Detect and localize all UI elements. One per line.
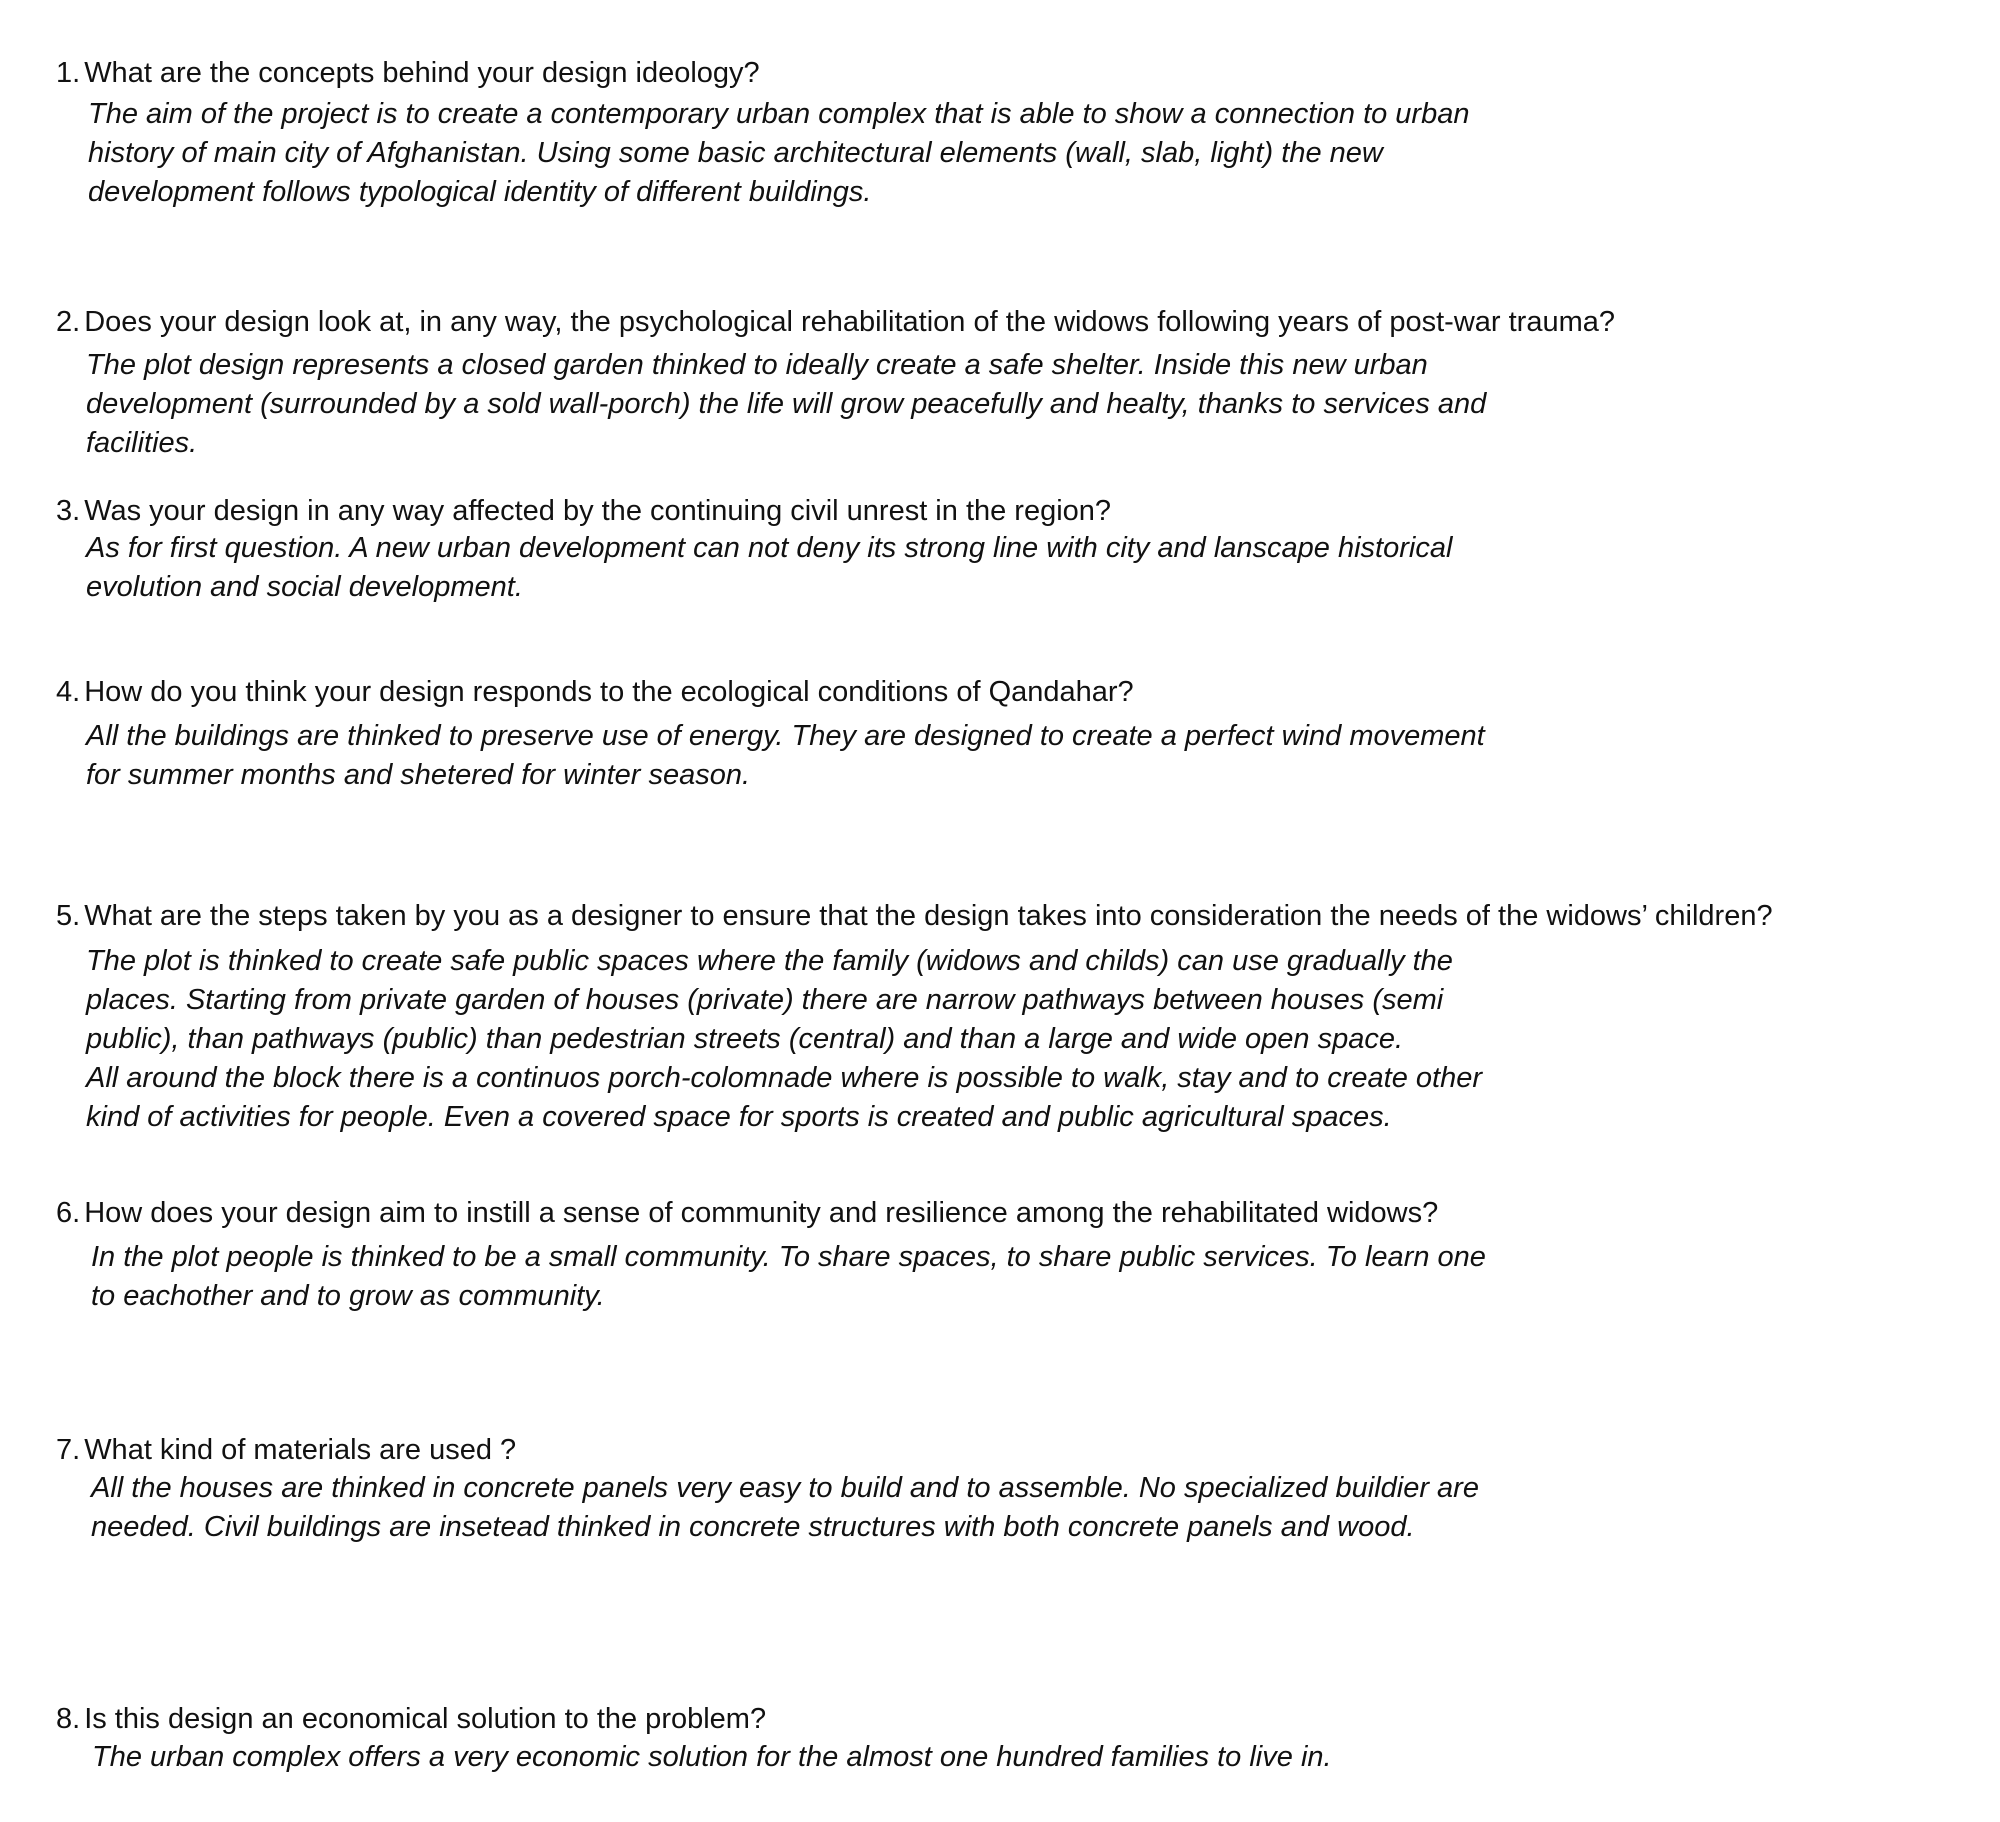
question-4: [56, 673, 1134, 711]
answer-line: public), than pathways (public) than pedestrian streets (central) and than a large and wide open space.: [86, 1023, 1404, 1055]
question-number: 6.: [56, 1197, 81, 1229]
question-number: 2.: [56, 306, 81, 338]
question-text: What kind of materials are used ?: [84, 1434, 517, 1466]
question-text: What are the concepts behind your design ideology?: [84, 57, 760, 89]
answer-line: The urban complex offers a very economic solution for the almost one hundred families to live in.: [92, 1741, 1332, 1773]
question-number: 7.: [56, 1434, 81, 1466]
answer-line: development follows typological identity of different buildings.: [88, 176, 872, 208]
answer-line: places. Starting from private garden of houses (private) there are narrow pathways between houses (semi: [86, 984, 1444, 1016]
answer-line: The aim of the project is to create a contemporary urban complex that is able to show a connection to urban: [88, 98, 1470, 130]
answer-line: All the buildings are thinked to preserve use of energy. They are designed to create a perfect wind movement: [86, 720, 1485, 752]
question-number: 8.: [56, 1703, 81, 1735]
answer-line: kind of activities for people. Even a covered space for sports is created and public agricultural spaces.: [86, 1101, 1392, 1133]
answer-5: [86, 942, 1786, 1137]
answer-line: history of main city of Afghanistan. Using some basic architectural elements (wall, slab, light) the new: [88, 137, 1383, 169]
question-number: 1.: [56, 57, 81, 89]
question-2: [56, 303, 1615, 341]
answer-line: evolution and social development.: [86, 571, 523, 603]
answer-line: for summer months and shetered for winter season.: [86, 759, 751, 791]
question-5: [56, 897, 1773, 935]
answer-2: [86, 346, 1786, 463]
answer-7: [91, 1469, 1791, 1547]
question-text: What are the steps taken by you as a designer to ensure that the design takes into consideration the needs of the widows’ children?: [84, 900, 1773, 932]
answer-line: to eachother and to grow as community.: [91, 1280, 605, 1312]
question-6: [56, 1194, 1438, 1232]
question-text: How do you think your design responds to the ecological conditions of Qandahar?: [84, 676, 1134, 708]
answer-line: The plot design represents a closed garden thinked to ideally create a safe shelter. Inside this new urban: [86, 349, 1428, 381]
question-text: How does your design aim to instill a sense of community and resilience among the rehabilitated widows?: [84, 1197, 1439, 1229]
answer-3: [86, 529, 1786, 607]
question-text: Does your design look at, in any way, the psychological rehabilitation of the widows following years of post-war trauma?: [84, 306, 1615, 338]
answer-line: development (surrounded by a sold wall-porch) the life will grow peacefully and healty, thanks to services and: [86, 388, 1487, 420]
question-7: [56, 1431, 516, 1469]
answer-line: As for first question. A new urban development can not deny its strong line with city and lanscape historical: [86, 532, 1453, 564]
answer-line: facilities.: [86, 427, 198, 459]
question-text: Is this design an economical solution to the problem?: [84, 1703, 767, 1735]
question-number: 5.: [56, 900, 81, 932]
answer-line: All around the block there is a continuos porch-colomnade where is possible to walk, stay and to create other: [86, 1062, 1482, 1094]
answer-line: needed. Civil buildings are insetead thinked in concrete structures with both concrete panels and wood.: [91, 1511, 1415, 1543]
answer-1: [88, 95, 1788, 212]
answer-4: [86, 717, 1786, 795]
question-1: [56, 54, 760, 92]
question-text: Was your design in any way affected by the continuing civil unrest in the region?: [84, 495, 1112, 527]
question-3: [56, 492, 1111, 530]
answer-line: All the houses are thinked in concrete panels very easy to build and to assemble. No specialized buildier are: [91, 1472, 1479, 1504]
question-number: 3.: [56, 495, 81, 527]
answer-line: The plot is thinked to create safe public spaces where the family (widows and childs) can use gradually the: [86, 945, 1453, 977]
answer-line: In the plot people is thinked to be a small community. To share spaces, to share public services. To learn one: [91, 1241, 1486, 1273]
question-8: [56, 1700, 766, 1738]
answer-8: [92, 1738, 1792, 1777]
question-number: 4.: [56, 676, 81, 708]
answer-6: [91, 1238, 1791, 1316]
